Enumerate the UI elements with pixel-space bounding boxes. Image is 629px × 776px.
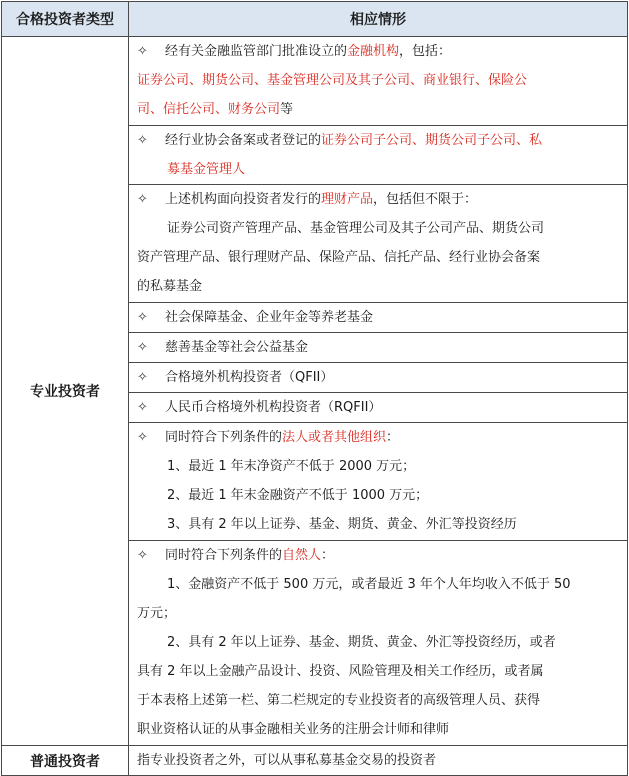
row-rqfii: ✧ 人民币合格境外机构投资者（RQFII） (129, 393, 628, 423)
row-pension-funds: ✧ 社会保障基金、企业年金等养老基金 (129, 303, 628, 333)
diamond-bullet-icon: ✧ (137, 340, 148, 355)
diamond-bullet-icon: ✧ (137, 370, 148, 385)
diamond-bullet-icon: ✧ (137, 44, 148, 59)
table-header-row (2, 2, 628, 37)
diamond-bullet-icon: ✧ (137, 310, 148, 325)
diamond-bullet-icon: ✧ (137, 192, 148, 207)
diamond-bullet-icon: ✧ (137, 133, 148, 148)
professional-investor-label: 专业投资者 (2, 37, 129, 746)
ordinary-investor-label: 普通投资者 (2, 746, 129, 776)
table-row (2, 37, 628, 126)
row-qfii: ✧ 合格境外机构投资者（QFII） (129, 363, 628, 393)
header-investor-type: 合格投资者类型 (2, 2, 129, 37)
table-row (2, 746, 628, 776)
row-natural-persons: ✧ 同时符合下列条件的自然人： 1、金融资产不低于 500 万元，或者最近 3 年个人年均收入不低于 50 万元； 2、具有 2 年以上证券、基金、期货、黄金、外汇等投资经历，或者 具有 2 年以上金融产品设计、投资、风险管理及相关工作经历，或者属 于本表格上述第一栏、第二栏规定的专业投资者的高级管理人员、获得 职业资格认证的从事金融相关业务的注册会计师和律师 (129, 541, 628, 746)
list-item: 2、最近 1 年末金融资产不低于 1000 万元； (167, 488, 429, 503)
investor-table (1, 1, 628, 776)
header-situation: 相应情形 (129, 2, 628, 37)
row-wealth-products: ✧ 上述机构面向投资者发行的理财产品，包括但不限于： 证券公司资产管理产品、基金管理公司及其子公司产品、期货公司 资产管理产品、银行理财产品、保险产品、信托产品、经行业协会备案 的私募基金 (129, 185, 628, 303)
row-charity-funds: ✧ 慈善基金等社会公益基金 (129, 333, 628, 363)
list-item: 1、最近 1 年末净资产不低于 2000 万元； (167, 459, 416, 474)
diamond-bullet-icon: ✧ (137, 430, 148, 445)
row-ordinary-investor: 指专业投资者之外，可以从事私募基金交易的投资者 (129, 746, 628, 776)
diamond-bullet-icon: ✧ (137, 548, 148, 563)
row-registered-subsidiaries: ✧ 经行业协会备案或者登记的证券公司子公司、期货公司子公司、私 募基金管理人 (129, 126, 628, 185)
row-financial-institutions: ✧ 经有关金融监管部门批准设立的金融机构，包括： 证券公司、期货公司、基金管理公司及其子公司、商业银行、保险公 司、信托公司、财务公司等 (129, 37, 628, 126)
list-item: 3、具有 2 年以上证券、基金、期货、黄金、外汇等投资经历 (167, 517, 517, 532)
diamond-bullet-icon: ✧ (137, 400, 148, 415)
row-legal-entities: ✧ 同时符合下列条件的法人或者其他组织： 1、最近 1 年末净资产不低于 2000 万元； 2、最近 1 年末金融资产不低于 1000 万元； 3、具有 2 年以上证券、基金、期货、黄金、外汇等投资经历 (129, 423, 628, 541)
list-item: 2、具有 2 年以上证券、基金、期货、黄金、外汇等投资经历，或者 (167, 635, 556, 650)
list-item: 1、金融资产不低于 500 万元，或者最近 3 年个人年均收入不低于 50 (167, 577, 571, 592)
